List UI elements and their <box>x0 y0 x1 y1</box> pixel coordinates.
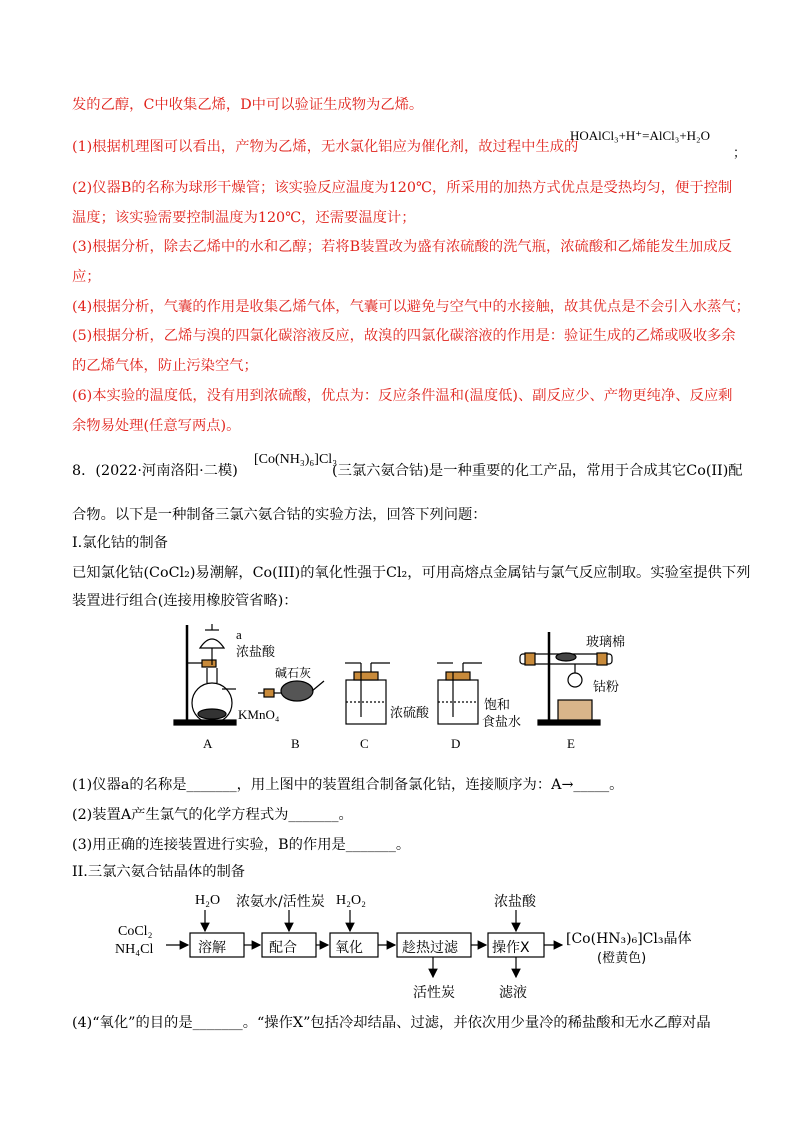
apparatus-b-label: B <box>291 736 300 751</box>
apparatus-a-label: A <box>203 736 213 751</box>
question-4: (4)“氧化”的目的是_______。“操作X”包括冷却结晶、过滤，并依次用少量冷的稀盐酸和无水乙醇对晶 <box>72 1015 711 1031</box>
question-8-line2: 合物。以下是一种制备三氯六氨合钴的实验方法，回答下列问题： <box>72 507 487 523</box>
question-8-rest: (三氯六氨合钴)是一种重要的化工产品，常用于合成其它Co(II)配 <box>332 463 743 479</box>
question-2: (2)装置A产生氯气的化学方程式为_______。 <box>72 807 353 823</box>
answer-item-4: (4)根据分析，气囊的作用是收集乙烯气体，气囊可以避免与空气中的水接触，故其优点是不会引入水蒸气； <box>72 299 750 315</box>
answer-item-5b: 的乙烯气体，防止污染空气； <box>72 358 258 374</box>
answer-item-6a: (6)本实验的温度低，没有用到浓硫酸，优点为：反应条件温和(温度低)、副反应少、产物更纯净、反应剩 <box>72 388 733 404</box>
answer-item-2a: (2)仪器B的名称为球形干燥管；该实验反应温度为120℃，所采用的加热方式优点是受热均匀，便于控制 <box>72 180 733 196</box>
answer-item-1-formula: HOAlCl₃+H⁺=AlCl₃+H₂O <box>570 128 710 143</box>
answer-item-3a: (3)根据分析，除去乙烯中的水和乙醇；若将B装置改为盛有浓硫酸的洗气瓶，浓硫酸和乙烯能发生加成反 <box>72 239 732 255</box>
answer-item-1: (1)根据机理图可以看出，产物为乙烯，无水氯化铝应为催化剂，故过程中生成的 <box>72 139 579 155</box>
flow-input-hcl: 浓盐酸 <box>494 894 536 910</box>
apparatus-c-label: C <box>360 736 369 751</box>
apparatus-a-kmno4-label: KMnO₄ <box>238 707 280 722</box>
flow-product-note: (橙黄色) <box>597 951 647 966</box>
question-1: (1)仪器a的名称是_______，用上图中的装置组合制备氯化钴，连接顺序为：A→_____。 <box>72 777 624 793</box>
flow-step-4-label: 趁热过滤 <box>402 940 458 956</box>
section-2-heading: II.三氯六氨合钴晶体的制备 <box>72 864 246 880</box>
answer-item-3b: 应； <box>72 269 101 285</box>
flow-step-2-label: 配合 <box>269 940 297 956</box>
flow-input-h2o: H₂O <box>195 893 221 908</box>
flow-reactant-1: CoCl₂ <box>118 924 153 939</box>
apparatus-d-sat-label-1: 饱和 <box>484 698 511 713</box>
section-1-line2: 装置进行组合(连接用橡胶管省略)： <box>72 593 298 609</box>
answer-item-1-end: ； <box>733 145 747 160</box>
question-8-number: 8．(2022·河南洛阳·二模) <box>72 463 238 479</box>
flow-reactant-2: NH₄Cl <box>115 942 154 957</box>
apparatus-e-co-powder-label: 钴粉 <box>593 680 620 695</box>
question-8-formula: [Co(NH₃)₆]Cl₃ <box>254 452 338 467</box>
apparatus-d-sat-label-2: 食盐水 <box>482 715 522 730</box>
apparatus-a-hcl-label: 浓盐酸 <box>236 645 276 660</box>
section-1-heading: I.氯化钴的制备 <box>72 535 168 551</box>
section-1-line1: 已知氯化钴(CoCl₂)易潮解，Co(III)的氧化性强于Cl₂，可用高熔点金属钴与氯气反应制取。实验室提供下列 <box>72 565 751 581</box>
question-3: (3)用正确的连接装置进行实验，B的作用是_______。 <box>72 837 411 853</box>
flow-step-1-label: 溶解 <box>198 940 226 956</box>
answer-item-2b: 温度；该实验需要控制温度为120℃，还需要温度计； <box>72 210 416 226</box>
flow-input-ammonia: 浓氨水/活性炭 <box>236 894 325 910</box>
flow-output-carbon: 活性炭 <box>413 985 455 1001</box>
flow-product: [Co(HN₃)₆]Cl₃晶体 <box>566 931 692 947</box>
apparatus-d-label: D <box>451 736 461 751</box>
flow-output-filtrate: 滤液 <box>499 985 527 1001</box>
apparatus-b-soda-lime-label: 碱石灰 <box>275 666 312 680</box>
apparatus-c-h2so4-label: 浓硫酸 <box>390 706 430 721</box>
apparatus-e-label: E <box>567 736 575 751</box>
apparatus-a-mark: a <box>236 627 242 642</box>
answer-intro-line: 发的乙醇，C中收集乙烯，D中可以验证生成物为乙烯。 <box>72 97 424 113</box>
flow-input-h2o2: H₂O₂ <box>336 893 366 908</box>
flow-step-3-label: 氧化 <box>335 940 363 956</box>
answer-item-6b: 余物易处理(任意写两点)。 <box>72 418 241 434</box>
apparatus-e-glass-wool-label: 玻璃棉 <box>586 635 626 650</box>
answer-item-5a: (5)根据分析，乙烯与溴的四氯化碳溶液反应，故溴的四氯化碳溶液的作用是：验证生成的乙烯或吸收多余 <box>72 328 736 344</box>
flow-step-5-label: 操作X <box>492 940 530 956</box>
